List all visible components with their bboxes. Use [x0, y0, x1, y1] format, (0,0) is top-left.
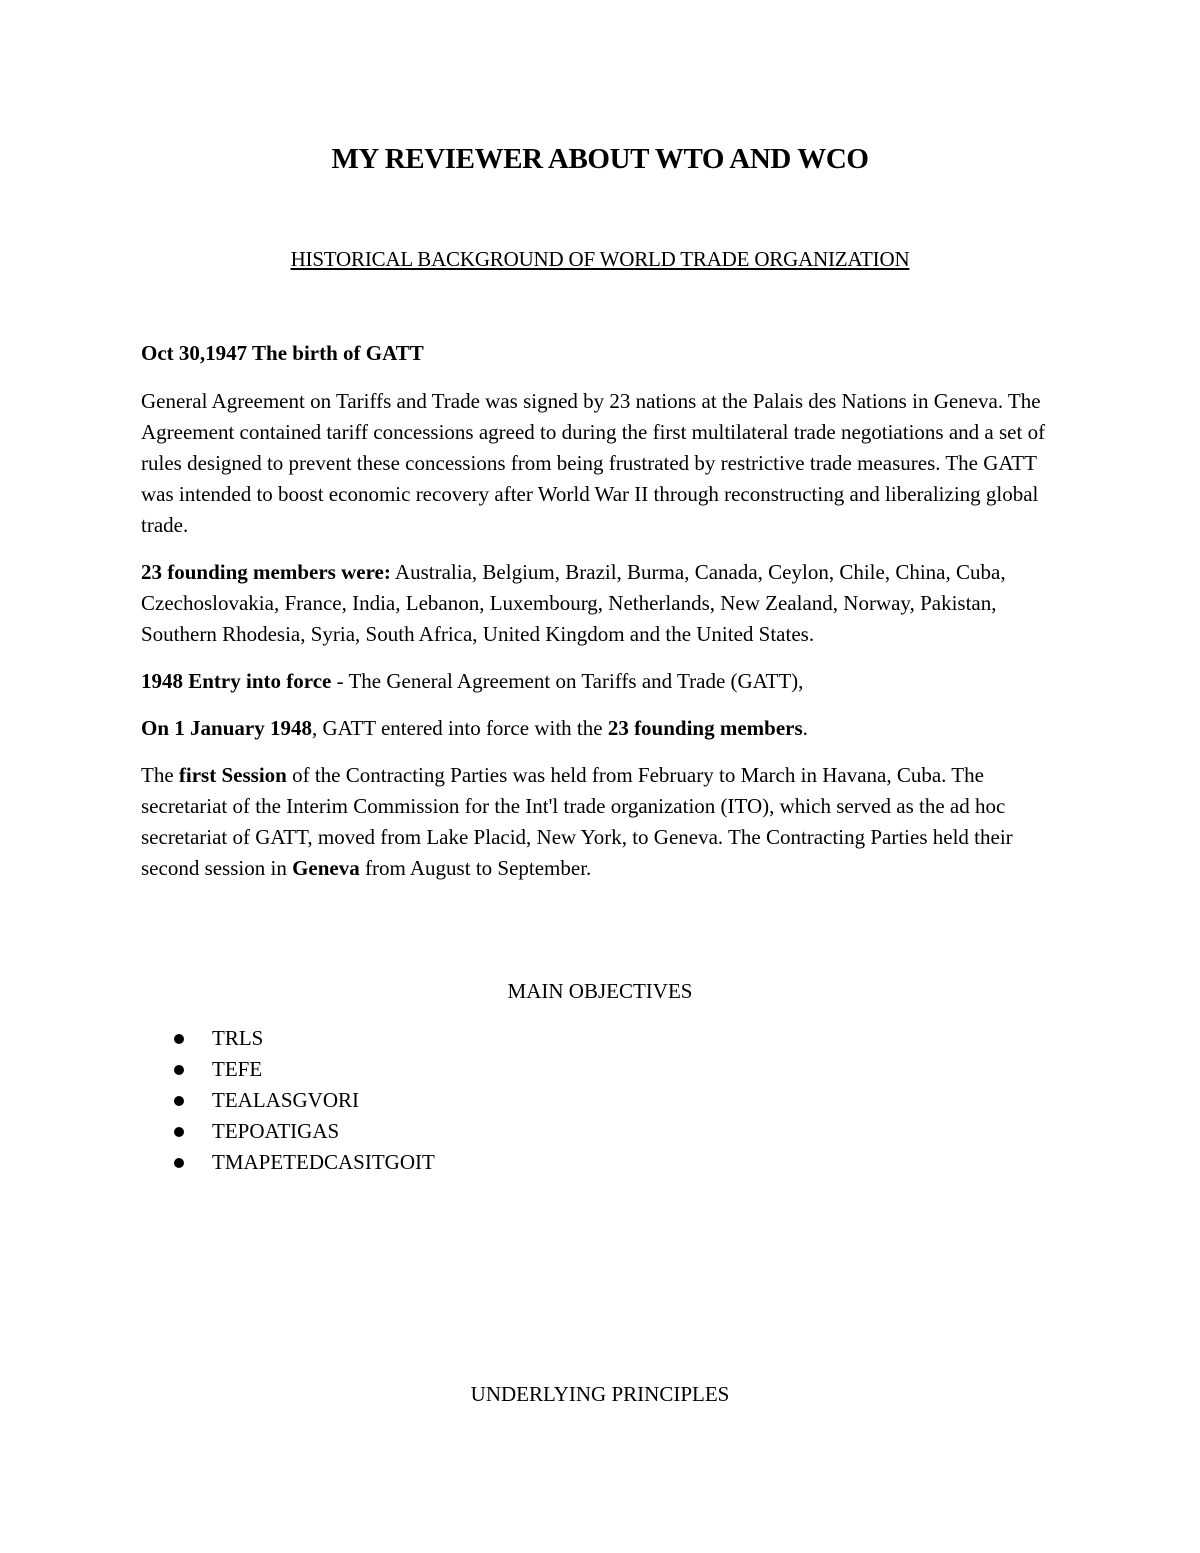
paragraph-gatt-description: General Agreement on Tariffs and Trade was signed by 23 nations at the Palais des Nations in Geneva. The Agreement contained tariff concessions agreed to during the first multilateral trade negotiations and a set of rules designed to prevent these concessions from being frustrated by restrictive trade measures. The GATT was intended to boost economic recovery after World War II through reconstructing and liberalizing global trade.	[141, 389, 1046, 537]
section-heading: HISTORICAL BACKGROUND OF WORLD TRADE ORGANIZATION	[290, 247, 910, 271]
bullet-icon	[174, 1127, 184, 1137]
underlying-principles-heading: UNDERLYING PRINCIPLES	[470, 1382, 730, 1406]
founding-members-list: Australia, Belgium, Brazil, Burma, Canada, Ceylon, Chile, China, Cuba, Czechoslovakia, France, India, Lebanon, Luxembourg, Netherlands, New Zealand, Norway, Pakistan, Southern Rhodesia, Syria, South Africa, United Kingdom and the United States.	[141, 560, 1006, 646]
list-item	[172, 1147, 435, 1178]
entry-into-force-text: - The General Agreement on Tariffs and Trade (GATT),	[331, 669, 804, 693]
list-item	[172, 1116, 435, 1147]
bullet-icon	[174, 1034, 184, 1044]
list-item	[172, 1054, 435, 1085]
founding-members-label: 23 founding members were:	[141, 560, 391, 584]
january-1948-label: On 1 January 1948	[141, 716, 312, 740]
bullet-icon	[174, 1065, 184, 1075]
geneva-bold: Geneva	[292, 856, 360, 880]
session-text-start: The	[141, 763, 179, 787]
session-text-middle: of the Contracting Parties was held from February to March in Havana, Cuba. The secretariat of the Interim Commission for the Int'l trade organization (ITO), which served as the ad hoc secretariat of GATT, moved from Lake Placid, New York, to Geneva. The Contracting Parties held their second session in	[141, 763, 1013, 880]
objective-text: TEFE	[212, 1057, 263, 1081]
document-body	[141, 338, 1066, 900]
bullet-icon	[174, 1096, 184, 1106]
paragraph-entry-into-force	[141, 666, 1066, 697]
list-item	[172, 1023, 435, 1054]
objective-text: TEPOATIGAS	[212, 1119, 340, 1143]
main-objectives-heading: MAIN OBJECTIVES	[507, 979, 693, 1003]
january-1948-text: , GATT entered into force with the	[311, 716, 608, 740]
session-text-end: from August to September.	[359, 856, 592, 880]
objective-text: TMAPETEDCASITGOIT	[212, 1150, 435, 1174]
gatt-birth-heading: Oct 30,1947 The birth of GATT	[141, 341, 424, 365]
document-title: MY REVIEWER ABOUT WTO AND WCO	[331, 143, 869, 175]
paragraph-founding-members	[141, 557, 1066, 650]
objectives-list	[172, 1023, 435, 1178]
entry-into-force-label: 1948 Entry into force	[141, 669, 332, 693]
january-1948-period: .	[802, 716, 808, 740]
objective-text: TEALASGVORI	[212, 1088, 359, 1112]
first-session-bold: first Session	[178, 763, 287, 787]
objective-text: TRLS	[212, 1026, 264, 1050]
founding-members-bold: 23 founding members	[607, 716, 803, 740]
bullet-icon	[174, 1158, 184, 1168]
paragraph-january-1948	[141, 713, 1066, 744]
paragraph-first-session	[141, 760, 1066, 884]
list-item	[172, 1085, 435, 1116]
